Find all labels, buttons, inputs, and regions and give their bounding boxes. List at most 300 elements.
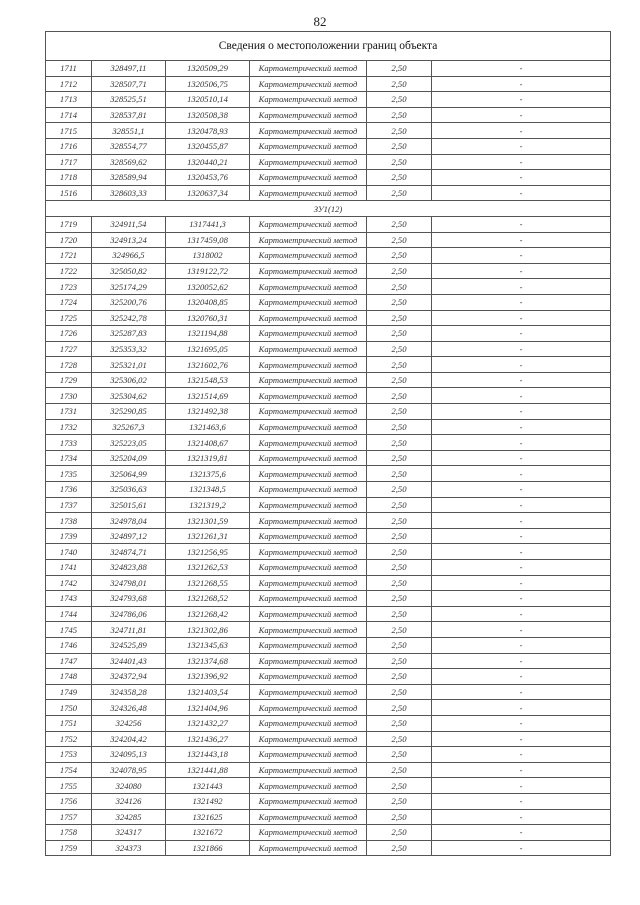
table-row (46, 216, 611, 232)
y-coordinate-cell: 1320509,29 (166, 61, 250, 77)
method-cell: Картометрический метод (250, 466, 367, 482)
x-coordinate-cell: 324897,12 (92, 528, 166, 544)
point-number-cell: 1751 (46, 715, 92, 731)
description-cell: - (432, 513, 611, 529)
x-coordinate-cell: 324798,01 (92, 575, 166, 591)
description-cell: - (432, 185, 611, 201)
precision-cell: 2,50 (367, 793, 432, 809)
x-coordinate-cell: 325290,85 (92, 404, 166, 420)
point-number-cell: 1744 (46, 606, 92, 622)
table-row (46, 185, 611, 201)
point-number-cell: 1752 (46, 731, 92, 747)
y-coordinate-cell: 1321408,67 (166, 435, 250, 451)
table-row (46, 669, 611, 685)
x-coordinate-cell: 328525,51 (92, 92, 166, 108)
point-number-cell: 1757 (46, 809, 92, 825)
description-cell: - (432, 279, 611, 295)
description-cell: - (432, 528, 611, 544)
precision-cell: 2,50 (367, 825, 432, 841)
x-coordinate-cell: 325223,05 (92, 435, 166, 451)
y-coordinate-cell: 1321514,69 (166, 388, 250, 404)
point-number-cell: 1747 (46, 653, 92, 669)
description-cell: - (432, 684, 611, 700)
table-row (46, 637, 611, 653)
point-number-cell: 1739 (46, 528, 92, 544)
precision-cell: 2,50 (367, 92, 432, 108)
point-number-cell: 1718 (46, 170, 92, 186)
method-cell: Картометрический метод (250, 591, 367, 607)
precision-cell: 2,50 (367, 497, 432, 513)
title-row (46, 32, 611, 61)
x-coordinate-cell: 325304,62 (92, 388, 166, 404)
table-row (46, 263, 611, 279)
point-number-cell: 1759 (46, 840, 92, 856)
method-cell: Картометрический метод (250, 388, 367, 404)
description-cell: - (432, 76, 611, 92)
y-coordinate-cell: 1320637,34 (166, 185, 250, 201)
point-number-cell: 1719 (46, 216, 92, 232)
point-number-cell: 1758 (46, 825, 92, 841)
table-row (46, 466, 611, 482)
point-number-cell: 1733 (46, 435, 92, 451)
table-row (46, 232, 611, 248)
precision-cell: 2,50 (367, 513, 432, 529)
method-cell: Картометрический метод (250, 825, 367, 841)
x-coordinate-cell: 324911,54 (92, 216, 166, 232)
method-cell: Картометрический метод (250, 138, 367, 154)
description-cell: - (432, 341, 611, 357)
x-coordinate-cell: 325353,32 (92, 341, 166, 357)
precision-cell: 2,50 (367, 76, 432, 92)
method-cell: Картометрический метод (250, 232, 367, 248)
method-cell: Картометрический метод (250, 92, 367, 108)
method-cell: Картометрический метод (250, 762, 367, 778)
x-coordinate-cell: 324401,43 (92, 653, 166, 669)
y-coordinate-cell: 1321374,68 (166, 653, 250, 669)
section-row (46, 201, 611, 217)
y-coordinate-cell: 1320455,87 (166, 138, 250, 154)
description-cell: - (432, 793, 611, 809)
method-cell: Картометрический метод (250, 185, 367, 201)
method-cell: Картометрический метод (250, 310, 367, 326)
y-coordinate-cell: 1318002 (166, 248, 250, 264)
precision-cell: 2,50 (367, 279, 432, 295)
table-row (46, 544, 611, 560)
y-coordinate-cell: 1319122,72 (166, 263, 250, 279)
description-cell: - (432, 653, 611, 669)
y-coordinate-cell: 1321268,55 (166, 575, 250, 591)
point-number-cell: 1734 (46, 450, 92, 466)
precision-cell: 2,50 (367, 809, 432, 825)
description-cell: - (432, 404, 611, 420)
coordinates-table (45, 31, 611, 856)
point-number-cell: 1717 (46, 154, 92, 170)
description-cell: - (432, 606, 611, 622)
x-coordinate-cell: 328554,77 (92, 138, 166, 154)
x-coordinate-cell: 328551,1 (92, 123, 166, 139)
precision-cell: 2,50 (367, 388, 432, 404)
description-cell: - (432, 123, 611, 139)
method-cell: Картометрический метод (250, 560, 367, 576)
point-number-cell: 1516 (46, 185, 92, 201)
description-cell: - (432, 497, 611, 513)
y-coordinate-cell: 1320440,21 (166, 154, 250, 170)
precision-cell: 2,50 (367, 622, 432, 638)
method-cell: Картометрический метод (250, 216, 367, 232)
y-coordinate-cell: 1321492,38 (166, 404, 250, 420)
precision-cell: 2,50 (367, 232, 432, 248)
precision-cell: 2,50 (367, 404, 432, 420)
x-coordinate-cell: 325174,29 (92, 279, 166, 295)
x-coordinate-cell: 325267,3 (92, 419, 166, 435)
coordinates-table-container (45, 31, 610, 856)
method-cell: Картометрический метод (250, 513, 367, 529)
x-coordinate-cell: 325050,82 (92, 263, 166, 279)
method-cell: Картометрический метод (250, 684, 367, 700)
table-row (46, 482, 611, 498)
y-coordinate-cell: 1321301,59 (166, 513, 250, 529)
table-row (46, 279, 611, 295)
y-coordinate-cell: 1321262,53 (166, 560, 250, 576)
method-cell: Картометрический метод (250, 279, 367, 295)
precision-cell: 2,50 (367, 357, 432, 373)
point-number-cell: 1731 (46, 404, 92, 420)
precision-cell: 2,50 (367, 170, 432, 186)
table-row (46, 778, 611, 794)
description-cell: - (432, 575, 611, 591)
x-coordinate-cell: 324966,5 (92, 248, 166, 264)
description-cell: - (432, 61, 611, 77)
table-row (46, 731, 611, 747)
method-cell: Картометрический метод (250, 419, 367, 435)
point-number-cell: 1740 (46, 544, 92, 560)
y-coordinate-cell: 1321443 (166, 778, 250, 794)
precision-cell: 2,50 (367, 637, 432, 653)
precision-cell: 2,50 (367, 450, 432, 466)
y-coordinate-cell: 1321443,18 (166, 747, 250, 763)
description-cell: - (432, 388, 611, 404)
method-cell: Картометрический метод (250, 154, 367, 170)
y-coordinate-cell: 1321866 (166, 840, 250, 856)
x-coordinate-cell: 325200,76 (92, 294, 166, 310)
method-cell: Картометрический метод (250, 248, 367, 264)
description-cell: - (432, 138, 611, 154)
precision-cell: 2,50 (367, 107, 432, 123)
x-coordinate-cell: 324874,71 (92, 544, 166, 560)
description-cell: - (432, 731, 611, 747)
description-cell: - (432, 591, 611, 607)
method-cell: Картометрический метод (250, 606, 367, 622)
table-row (46, 809, 611, 825)
method-cell: Картометрический метод (250, 294, 367, 310)
description-cell: - (432, 715, 611, 731)
y-coordinate-cell: 1320052,62 (166, 279, 250, 295)
precision-cell: 2,50 (367, 762, 432, 778)
method-cell: Картометрический метод (250, 435, 367, 451)
y-coordinate-cell: 1317441,3 (166, 216, 250, 232)
y-coordinate-cell: 1321492 (166, 793, 250, 809)
method-cell: Картометрический метод (250, 731, 367, 747)
point-number-cell: 1738 (46, 513, 92, 529)
method-cell: Картометрический метод (250, 497, 367, 513)
method-cell: Картометрический метод (250, 372, 367, 388)
table-row (46, 123, 611, 139)
y-coordinate-cell: 1320408,85 (166, 294, 250, 310)
y-coordinate-cell: 1321602,76 (166, 357, 250, 373)
method-cell: Картометрический метод (250, 123, 367, 139)
x-coordinate-cell: 324204,42 (92, 731, 166, 747)
precision-cell: 2,50 (367, 778, 432, 794)
point-number-cell: 1729 (46, 372, 92, 388)
y-coordinate-cell: 1321261,31 (166, 528, 250, 544)
description-cell: - (432, 310, 611, 326)
precision-cell: 2,50 (367, 138, 432, 154)
x-coordinate-cell: 324913,24 (92, 232, 166, 248)
x-coordinate-cell: 325204,09 (92, 450, 166, 466)
y-coordinate-cell: 1321302,86 (166, 622, 250, 638)
precision-cell: 2,50 (367, 248, 432, 264)
x-coordinate-cell: 324078,95 (92, 762, 166, 778)
description-cell: - (432, 482, 611, 498)
method-cell: Картометрический метод (250, 637, 367, 653)
method-cell: Картометрический метод (250, 700, 367, 716)
precision-cell: 2,50 (367, 544, 432, 560)
method-cell: Картометрический метод (250, 76, 367, 92)
method-cell: Картометрический метод (250, 482, 367, 498)
precision-cell: 2,50 (367, 575, 432, 591)
x-coordinate-cell: 328589,94 (92, 170, 166, 186)
x-coordinate-cell: 324126 (92, 793, 166, 809)
point-number-cell: 1730 (46, 388, 92, 404)
table-row (46, 653, 611, 669)
precision-cell: 2,50 (367, 466, 432, 482)
precision-cell: 2,50 (367, 560, 432, 576)
table-row (46, 793, 611, 809)
y-coordinate-cell: 1321345,63 (166, 637, 250, 653)
table-row (46, 513, 611, 529)
method-cell: Картометрический метод (250, 341, 367, 357)
table-row (46, 450, 611, 466)
description-cell: - (432, 450, 611, 466)
x-coordinate-cell: 325036,63 (92, 482, 166, 498)
y-coordinate-cell: 1321404,96 (166, 700, 250, 716)
description-cell: - (432, 669, 611, 685)
precision-cell: 2,50 (367, 341, 432, 357)
point-number-cell: 1755 (46, 778, 92, 794)
point-number-cell: 1722 (46, 263, 92, 279)
x-coordinate-cell: 324978,04 (92, 513, 166, 529)
method-cell: Картометрический метод (250, 528, 367, 544)
description-cell: - (432, 435, 611, 451)
table-row (46, 170, 611, 186)
precision-cell: 2,50 (367, 435, 432, 451)
precision-cell: 2,50 (367, 669, 432, 685)
table-row (46, 435, 611, 451)
precision-cell: 2,50 (367, 123, 432, 139)
y-coordinate-cell: 1321548,53 (166, 372, 250, 388)
table-row (46, 341, 611, 357)
table-row (46, 497, 611, 513)
y-coordinate-cell: 1321348,5 (166, 482, 250, 498)
table-row (46, 76, 611, 92)
x-coordinate-cell: 325242,78 (92, 310, 166, 326)
point-number-cell: 1745 (46, 622, 92, 638)
method-cell: Картометрический метод (250, 622, 367, 638)
x-coordinate-cell: 324525,89 (92, 637, 166, 653)
precision-cell: 2,50 (367, 840, 432, 856)
point-number-cell: 1721 (46, 248, 92, 264)
page-number: 82 (313, 14, 327, 29)
x-coordinate-cell: 324372,94 (92, 669, 166, 685)
table-row (46, 528, 611, 544)
x-coordinate-cell: 324358,28 (92, 684, 166, 700)
table-row (46, 61, 611, 77)
x-coordinate-cell: 324711,81 (92, 622, 166, 638)
point-number-cell: 1724 (46, 294, 92, 310)
precision-cell: 2,50 (367, 154, 432, 170)
table-row (46, 825, 611, 841)
description-cell: - (432, 747, 611, 763)
table-row (46, 138, 611, 154)
point-number-cell: 1742 (46, 575, 92, 591)
description-cell: - (432, 840, 611, 856)
y-coordinate-cell: 1320508,38 (166, 107, 250, 123)
description-cell: - (432, 92, 611, 108)
description-cell: - (432, 466, 611, 482)
precision-cell: 2,50 (367, 61, 432, 77)
section-label: ЗУ1(12) (46, 201, 611, 217)
precision-cell: 2,50 (367, 653, 432, 669)
point-number-cell: 1750 (46, 700, 92, 716)
description-cell: - (432, 357, 611, 373)
method-cell: Картометрический метод (250, 357, 367, 373)
precision-cell: 2,50 (367, 700, 432, 716)
description-cell: - (432, 622, 611, 638)
method-cell: Картометрический метод (250, 793, 367, 809)
description-cell: - (432, 154, 611, 170)
x-coordinate-cell: 324786,06 (92, 606, 166, 622)
y-coordinate-cell: 1321403,54 (166, 684, 250, 700)
description-cell: - (432, 419, 611, 435)
point-number-cell: 1713 (46, 92, 92, 108)
y-coordinate-cell: 1320510,14 (166, 92, 250, 108)
table-row (46, 372, 611, 388)
precision-cell: 2,50 (367, 606, 432, 622)
method-cell: Картометрический метод (250, 809, 367, 825)
y-coordinate-cell: 1321268,42 (166, 606, 250, 622)
method-cell: Картометрический метод (250, 107, 367, 123)
y-coordinate-cell: 1321319,81 (166, 450, 250, 466)
y-coordinate-cell: 1321194,88 (166, 326, 250, 342)
point-number-cell: 1715 (46, 123, 92, 139)
precision-cell: 2,50 (367, 747, 432, 763)
x-coordinate-cell: 324823,88 (92, 560, 166, 576)
point-number-cell: 1756 (46, 793, 92, 809)
y-coordinate-cell: 1321256,95 (166, 544, 250, 560)
method-cell: Картометрический метод (250, 326, 367, 342)
x-coordinate-cell: 324095,13 (92, 747, 166, 763)
x-coordinate-cell: 325306,02 (92, 372, 166, 388)
precision-cell: 2,50 (367, 528, 432, 544)
method-cell: Картометрический метод (250, 840, 367, 856)
table-row (46, 622, 611, 638)
table-row (46, 357, 611, 373)
point-number-cell: 1749 (46, 684, 92, 700)
x-coordinate-cell: 325015,61 (92, 497, 166, 513)
method-cell: Картометрический метод (250, 404, 367, 420)
x-coordinate-cell: 324793,68 (92, 591, 166, 607)
table-row (46, 762, 611, 778)
y-coordinate-cell: 1321436,27 (166, 731, 250, 747)
y-coordinate-cell: 1320453,76 (166, 170, 250, 186)
x-coordinate-cell: 328603,33 (92, 185, 166, 201)
description-cell: - (432, 372, 611, 388)
y-coordinate-cell: 1321625 (166, 809, 250, 825)
y-coordinate-cell: 1321695,05 (166, 341, 250, 357)
table-row (46, 294, 611, 310)
method-cell: Картометрический метод (250, 61, 367, 77)
description-cell: - (432, 762, 611, 778)
method-cell: Картометрический метод (250, 747, 367, 763)
table-row (46, 154, 611, 170)
precision-cell: 2,50 (367, 715, 432, 731)
description-cell: - (432, 560, 611, 576)
table-row (46, 700, 611, 716)
table-row (46, 107, 611, 123)
x-coordinate-cell: 328497,11 (92, 61, 166, 77)
description-cell: - (432, 700, 611, 716)
table-row (46, 92, 611, 108)
x-coordinate-cell: 324373 (92, 840, 166, 856)
table-row (46, 840, 611, 856)
y-coordinate-cell: 1320506,75 (166, 76, 250, 92)
point-number-cell: 1727 (46, 341, 92, 357)
point-number-cell: 1737 (46, 497, 92, 513)
y-coordinate-cell: 1321268,52 (166, 591, 250, 607)
table-row (46, 419, 611, 435)
table-row (46, 715, 611, 731)
table-row (46, 591, 611, 607)
point-number-cell: 1736 (46, 482, 92, 498)
description-cell: - (432, 107, 611, 123)
y-coordinate-cell: 1321396,92 (166, 669, 250, 685)
description-cell: - (432, 248, 611, 264)
precision-cell: 2,50 (367, 731, 432, 747)
method-cell: Картометрический метод (250, 263, 367, 279)
x-coordinate-cell: 325287,83 (92, 326, 166, 342)
precision-cell: 2,50 (367, 263, 432, 279)
description-cell: - (432, 825, 611, 841)
method-cell: Картометрический метод (250, 715, 367, 731)
y-coordinate-cell: 1321672 (166, 825, 250, 841)
x-coordinate-cell: 324326,48 (92, 700, 166, 716)
point-number-cell: 1720 (46, 232, 92, 248)
precision-cell: 2,50 (367, 310, 432, 326)
precision-cell: 2,50 (367, 185, 432, 201)
x-coordinate-cell: 324080 (92, 778, 166, 794)
table-row (46, 575, 611, 591)
point-number-cell: 1714 (46, 107, 92, 123)
point-number-cell: 1743 (46, 591, 92, 607)
x-coordinate-cell: 324256 (92, 715, 166, 731)
point-number-cell: 1741 (46, 560, 92, 576)
x-coordinate-cell: 328507,71 (92, 76, 166, 92)
x-coordinate-cell: 324317 (92, 825, 166, 841)
point-number-cell: 1748 (46, 669, 92, 685)
y-coordinate-cell: 1321375,6 (166, 466, 250, 482)
table-row (46, 684, 611, 700)
table-row (46, 248, 611, 264)
